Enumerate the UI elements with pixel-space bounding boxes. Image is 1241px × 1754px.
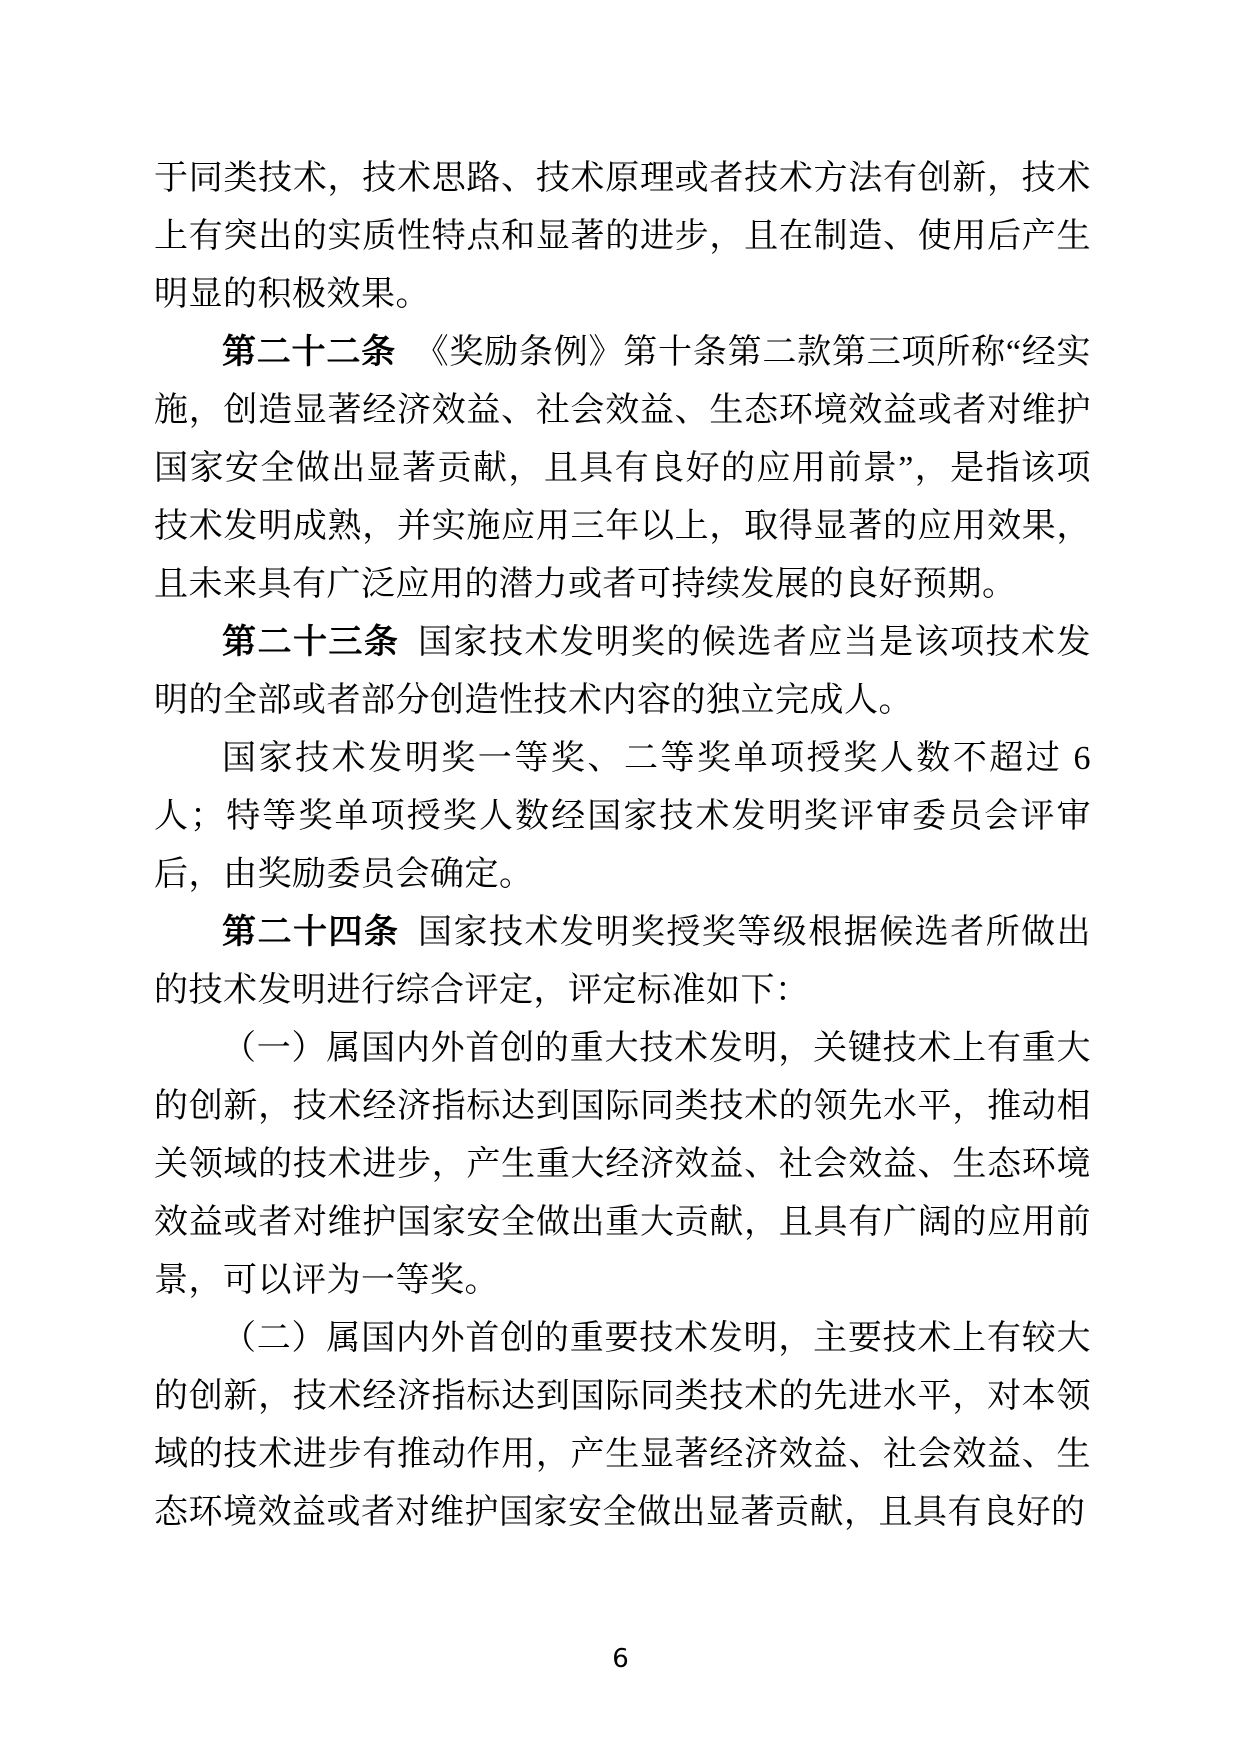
paragraph (154, 904, 1091, 1020)
paragraph (154, 614, 1091, 730)
paragraph-text: （二）属国内外首创的重要技术发明，主要技术上有较大的创新，技术经济指标达到国际同类技术的先进水平，对本领域的技术进步有推动作用，产生显著经济效益、社会效益、生态环境效益或者对维护国家安全做出显著贡献，且具有良好的 (154, 1320, 1091, 1531)
paragraph-text: 国家技术发明奖授奖等级根据候选者所做出的技术发明进行综合评定，评定标准如下： (154, 914, 1092, 1009)
paragraph (154, 1020, 1091, 1310)
paragraph-text: 于同类技术，技术思路、技术原理或者技术方法有创新，技术上有突出的实质性特点和显著的进步，且在制造、使用后产生明显的积极效果。 (154, 160, 1091, 313)
paragraph-text: 国家技术发明奖的候选者应当是该项技术发明的全部或者部分创造性技术内容的独立完成人。 (154, 624, 1092, 719)
document-body (154, 150, 1091, 1542)
paragraph-text: （一）属国内外首创的重大技术发明，关键技术上有重大的创新，技术经济指标达到国际同类技术的领先水平，推动相关领域的技术进步，产生重大经济效益、社会效益、生态环境效益或者对维护国家安全做出重大贡献，且具有广阔的应用前景，可以评为一等奖。 (154, 1030, 1091, 1299)
page-number: 6 (612, 1644, 629, 1674)
paragraph (154, 150, 1091, 324)
article-number: 第二十四条 (222, 914, 400, 951)
paragraph-text: 《奖励条例》第十条第二款第三项所称“经实施，创造显著经济效益、社会效益、生态环境效益或者对维护国家安全做出显著贡献，且具有良好的应用前景”，是指该项技术发明成熟，并实施应用三年以上，取得显著的应用效果，且未来具有广泛应用的潜力或者可持续发展的良好预期。 (154, 334, 1092, 603)
paragraph-text: 国家技术发明奖一等奖、二等奖单项授奖人数不超过 6 人；特等奖单项授奖人数经国家技术发明奖评审委员会评审后，由奖励委员会确定。 (154, 740, 1091, 893)
article-number: 第二十三条 (222, 624, 400, 661)
paragraph (154, 1310, 1091, 1542)
paragraph (154, 730, 1091, 904)
paragraph (154, 324, 1091, 614)
article-number: 第二十二条 (222, 334, 396, 371)
